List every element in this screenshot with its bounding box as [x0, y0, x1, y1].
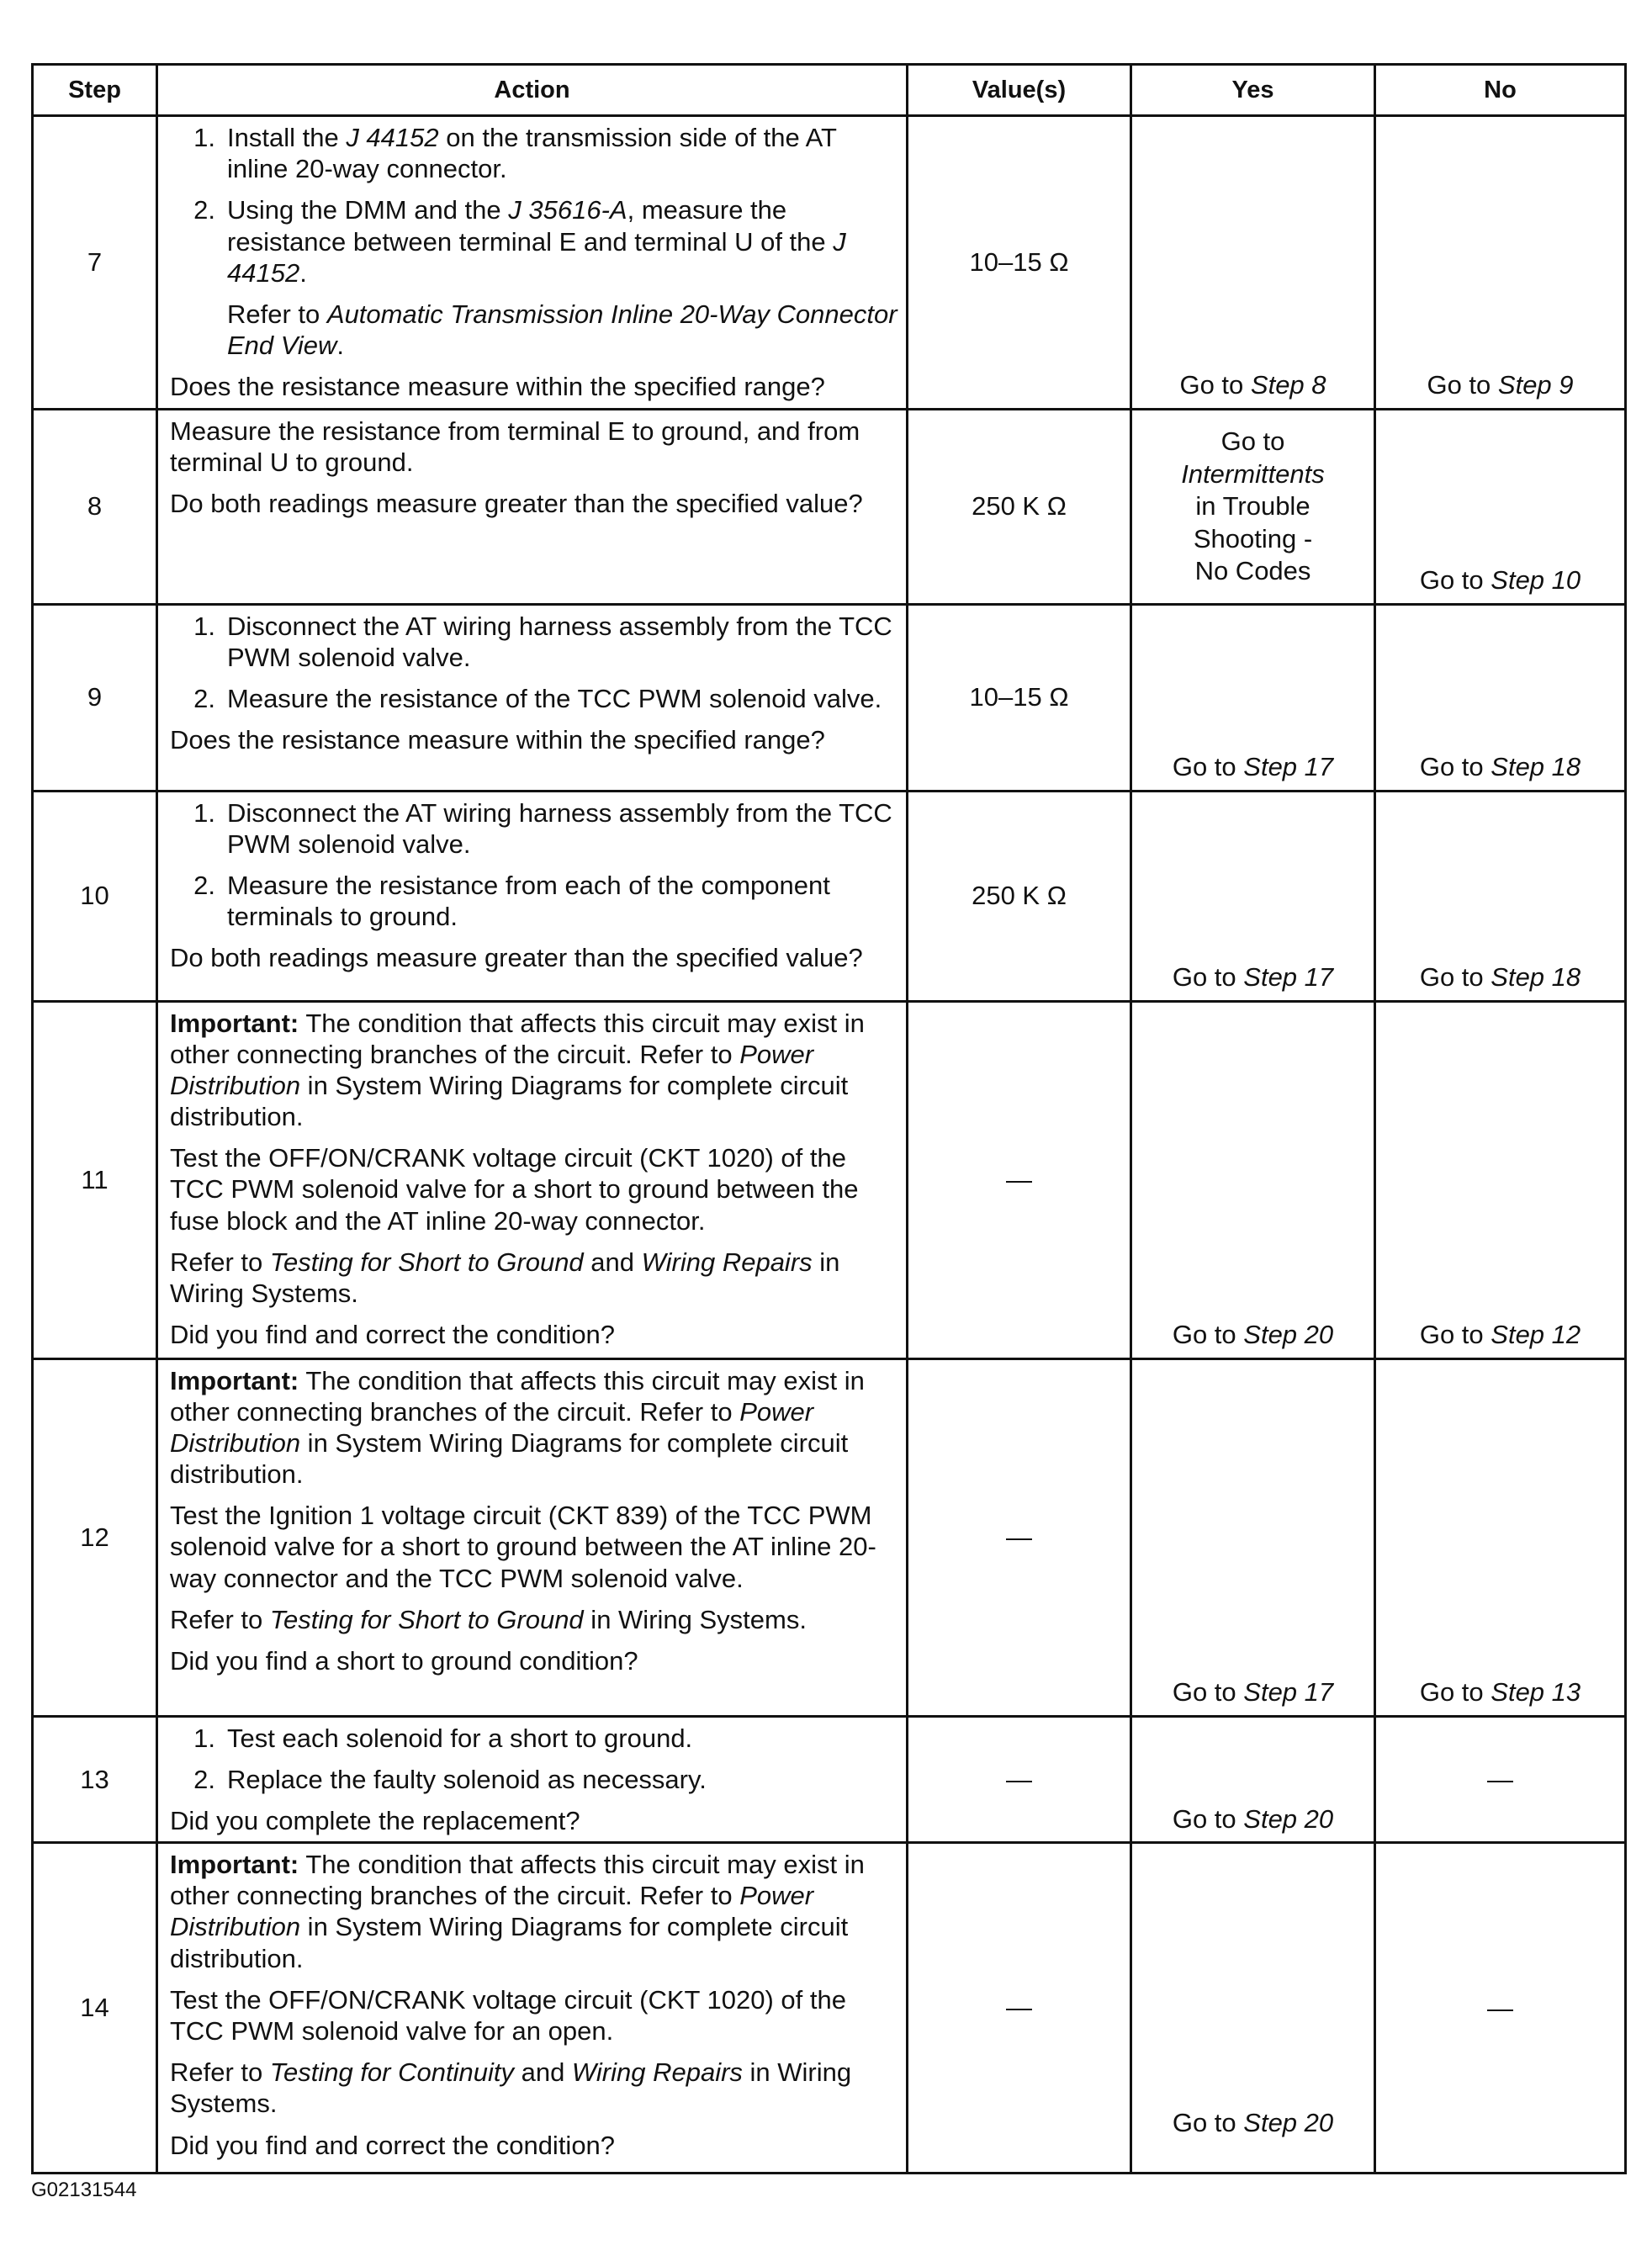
header-no: No — [1375, 65, 1626, 116]
table-row-step-9 — [33, 604, 1626, 791]
header-action: Action — [157, 65, 908, 116]
no-cell: — — [1375, 1843, 1626, 2174]
yes-cell: Go to Step 17 — [1131, 604, 1375, 791]
action-cell — [157, 791, 908, 1001]
value-cell: — — [908, 1001, 1131, 1358]
important-note: Important: The condition that affects this circuit may exist in other connecting branches of the circuit. Refer to Power Distribution in System Wiring Diagrams for complete circuit distribution. — [170, 1008, 865, 1132]
action-list-item: 1. Disconnect the AT wiring harness assembly from the TCC PWM solenoid valve. — [193, 797, 892, 859]
action-question: Do both readings measure greater than the specified value? — [170, 943, 863, 973]
action-refer-note: Refer to Testing for Short to Ground and Wiring Repairs in Wiring Systems. — [170, 1247, 840, 1308]
no-cell: — — [1375, 1716, 1626, 1843]
value-cell: 250 K Ω — [908, 409, 1131, 604]
yes-cell: Go to Step 17 — [1131, 1358, 1375, 1716]
action-refer-note: Refer to Testing for Continuity and Wiring Repairs in Wiring Systems. — [170, 2057, 852, 2119]
figure-code: G02131544 — [31, 2179, 137, 2201]
step-number: 11 — [33, 1001, 157, 1358]
table-row-step-12 — [33, 1358, 1626, 1716]
important-note: Important: The condition that affects this circuit may exist in other connecting branches of the circuit. Refer to Power Distribution in System Wiring Diagrams for complete circuit distribution. — [170, 1850, 865, 1973]
step-number: 7 — [33, 116, 157, 410]
action-question: Do both readings measure greater than the specified value? — [170, 488, 863, 518]
no-cell: Go to Step 18 — [1375, 604, 1626, 791]
no-cell: Go to Step 13 — [1375, 1358, 1626, 1716]
yes-cell: Go to Step 20 — [1131, 1001, 1375, 1358]
action-cell — [157, 1716, 908, 1843]
action-refer-note: Refer to Automatic Transmission Inline 20-Way Connector End View. — [227, 299, 897, 361]
value-cell: — — [908, 1716, 1131, 1843]
table-row-step-10 — [33, 791, 1626, 1001]
table-row-step-11 — [33, 1001, 1626, 1358]
value-cell: 250 K Ω — [908, 791, 1131, 1001]
action-refer-note: Refer to Testing for Short to Ground in Wiring Systems. — [170, 1604, 807, 1634]
value-cell: — — [908, 1843, 1131, 2174]
table-row-step-14 — [33, 1843, 1626, 2174]
no-cell: Go to Step 10 — [1375, 409, 1626, 604]
step-number: 12 — [33, 1358, 157, 1716]
header-step: Step — [33, 65, 157, 116]
no-cell: Go to Step 9 — [1375, 116, 1626, 410]
yes-cell: Go to Step 17 — [1131, 791, 1375, 1001]
step-number: 10 — [33, 791, 157, 1001]
action-cell: Important: The condition that affects this circuit may exist in other connecting branches of the circuit. Refer to Power Distribution in System Wiring Diagrams for complete circuit distribution. Test the OFF/ON/CRANK voltage circuit (CKT 1020) of the TCC PWM solenoid valve for an open. Refer to Testing for Continuity and Wiring Repairs in Wiring Systems. Did you find and correct the condition? — [157, 1843, 908, 2174]
step-number: 14 — [33, 1843, 157, 2174]
action-cell: Measure the resistance from terminal E to ground, and from terminal U to ground. Do both readings measure greater than the specified value? — [157, 409, 908, 604]
header-yes: Yes — [1131, 65, 1375, 116]
yes-cell: Go to Step 20 — [1131, 1716, 1375, 1843]
header-values: Value(s) — [908, 65, 1131, 116]
action-cell: Important: The condition that affects this circuit may exist in other connecting branches of the circuit. Refer to Power Distribution in System Wiring Diagrams for complete circuit distribution. Test the OFF/ON/CRANK voltage circuit (CKT 1020) of the TCC PWM solenoid valve for a short to ground between the fuse block and the AT inline 20-way connector. Refer to Testing for Short to Ground and Wiring Repairs in Wiring Systems. Did you find and correct the condition? — [157, 1001, 908, 1358]
step-number: 8 — [33, 409, 157, 604]
table-header-row — [33, 65, 1626, 116]
action-question: Did you find and correct the condition? — [170, 2130, 616, 2160]
action-cell — [157, 604, 908, 791]
diagnostic-table-container — [31, 63, 1624, 2174]
step-number: 13 — [33, 1716, 157, 1843]
action-list-item: 2. Measure the resistance of the TCC PWM solenoid valve. — [193, 683, 882, 713]
action-list-item: 1. Install the J 44152 on the transmission side of the AT inline 20-way connector. — [193, 123, 837, 184]
action-cell — [157, 116, 908, 410]
diagnostic-step-table — [31, 63, 1627, 2174]
important-note: Important: The condition that affects this circuit may exist in other connecting branches of the circuit. Refer to Power Distribution in System Wiring Diagrams for complete circuit distribution. — [170, 1365, 865, 1490]
yes-cell: Go to Step 8 — [1131, 116, 1375, 410]
action-question: Did you find and correct the condition? — [170, 1320, 616, 1350]
action-question: Does the resistance measure within the specified range? — [170, 725, 825, 755]
table-row-step-7 — [33, 116, 1626, 410]
no-cell: Go to Step 18 — [1375, 791, 1626, 1001]
action-cell: Important: The condition that affects this circuit may exist in other connecting branches of the circuit. Refer to Power Distribution in System Wiring Diagrams for complete circuit distribution. Test the Ignition 1 voltage circuit (CKT 839) of the TCC PWM solenoid valve for a short to ground between the AT inline 20-way connector and the TCC PWM solenoid valve. Refer to Testing for Short to Ground in Wiring Systems. Did you find a short to ground condition? — [157, 1358, 908, 1716]
action-list-item: 1. Test each solenoid for a short to ground. — [193, 1723, 693, 1753]
action-list-item: 2. Using the DMM and the J 35616-A, measure the resistance between terminal E and terminal U of the J 44152. — [193, 195, 846, 288]
action-list-item: 1. Disconnect the AT wiring harness assembly from the TCC PWM solenoid valve. — [193, 611, 892, 672]
action-question: Did you complete the replacement? — [170, 1805, 580, 1835]
action-list-item: 2. Replace the faulty solenoid as necessary. — [193, 1764, 707, 1794]
value-cell: 10–15 Ω — [908, 116, 1131, 410]
table-row-step-13 — [33, 1716, 1626, 1843]
no-cell: Go to Step 12 — [1375, 1001, 1626, 1358]
value-cell: — — [908, 1358, 1131, 1716]
value-cell: 10–15 Ω — [908, 604, 1131, 791]
action-question: Did you find a short to ground condition? — [170, 1646, 638, 1676]
table-row-step-8 — [33, 409, 1626, 604]
action-question: Does the resistance measure within the specified range? — [170, 372, 825, 402]
yes-cell: Go to Step 20 — [1131, 1843, 1375, 2174]
action-list-item: 2. Measure the resistance from each of the component terminals to ground. — [193, 870, 830, 932]
step-number: 9 — [33, 604, 157, 791]
yes-cell: Go to Intermittents in Trouble Shooting - No Codes — [1131, 409, 1375, 604]
